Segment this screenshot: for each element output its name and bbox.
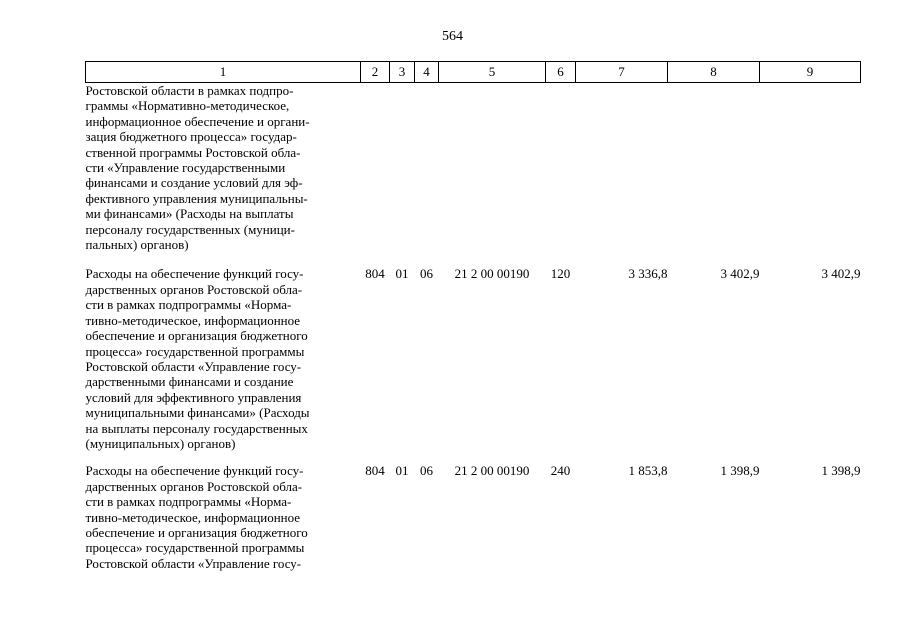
cell-section-code: 01 [395,266,409,282]
header-cell-5: 5 [439,62,546,83]
cell-amount-col8 [668,83,760,267]
description-line: Ростовской области в рамках подпро- [85,83,294,98]
cell-expense-type [546,83,576,267]
cell-subsection-code: 06 [420,266,433,282]
description-line: персоналу государственных (муници- [85,221,295,237]
description-line: пальных) органов) [85,237,189,253]
description-line: Расходы на обеспечение функций госу- [85,463,304,479]
table-row [86,266,861,463]
description-line: сти в рамках подпрограммы «Норма- [85,494,292,510]
cell-amount-col9: 1 398,9 [821,463,861,479]
description-line: Ростовской области «Управление госу- [85,358,302,374]
page-number: 564 [442,29,463,44]
header-cell-6: 6 [546,62,576,83]
description-line: дарственных органов Ростовской обла- [85,281,303,297]
description-line: обеспечение и организация бюджетного [85,524,308,540]
table-row [86,463,861,571]
description-line: сти в рамках подпрограммы «Норма- [85,297,292,313]
cell-amount-col9: 3 402,9 [821,266,861,282]
cell-amount-col8: 1 398,9 [720,463,760,479]
description-line: процесса» государственной программы [85,540,305,556]
description-line: ми финансами» (Расходы на выплаты [85,206,294,222]
description-line: информационное обеспечение и органи- [85,113,310,129]
description-line: процесса» государственной программы [85,343,305,359]
description-line: дарственными финансами и создание [85,374,294,390]
cell-amount-col7: 3 336,8 [628,266,668,282]
description-line: обеспечение и организация бюджетного [85,328,308,344]
cell-description [86,463,361,571]
header-cell-8: 8 [668,62,760,83]
header-cell-2: 2 [361,62,390,83]
description-line: на выплаты персоналу государственных [85,420,308,436]
description-line: тивно-методическое, информационное [85,312,301,328]
description-line: Расходы на обеспечение функций госу- [85,266,304,282]
description-line: граммы «Нормативно-методическое, [85,98,290,114]
cell-ministry-code: 804 [365,463,385,479]
cell-ministry-code [361,83,390,267]
header-cell-1: 1 [86,62,361,83]
cell-section-code [390,83,415,267]
description-line: зация бюджетного процесса» государ- [85,129,297,145]
cell-description [86,83,361,267]
description-line: тивно-методическое, информационное [85,509,301,525]
cell-amount-col8: 3 402,9 [720,266,760,282]
cell-subsection-code [415,83,439,267]
cell-expense-type: 240 [550,463,571,479]
description-line: (муниципальных) органов) [85,435,236,451]
header-cell-3: 3 [390,62,415,83]
description-line: дарственных органов Ростовской обла- [85,478,303,494]
description-line: фективного управления муниципальны- [85,190,308,206]
cell-amount-col7 [576,83,668,267]
header-cell-4: 4 [415,62,439,83]
cell-subsection-code: 06 [420,463,433,479]
header-row [86,62,861,83]
cell-target-article: 21 2 00 00190 [454,266,530,282]
cell-expense-type: 120 [550,266,571,282]
description-line: условий для эффективного управления [85,389,302,405]
description-line: Ростовской области «Управление госу- [85,555,302,571]
cell-target-article: 21 2 00 00190 [454,463,530,479]
description-line: сти «Управление государственными [85,160,286,176]
table-row [86,83,861,267]
cell-amount-col9 [760,83,861,267]
description-line: ственной программы Ростовской обла- [85,144,301,160]
header-cell-9: 9 [760,62,861,83]
cell-section-code: 01 [395,463,409,479]
cell-ministry-code: 804 [365,266,385,282]
budget-table [85,61,861,571]
description-line: финансами и создание условий для эф- [85,175,303,191]
cell-amount-col7: 1 853,8 [628,463,668,479]
description-line: муниципальными финансами» (Расходы [85,405,310,421]
cell-target-article [439,83,546,267]
cell-description [86,266,361,463]
header-cell-7: 7 [576,62,668,83]
table-body [86,83,861,572]
